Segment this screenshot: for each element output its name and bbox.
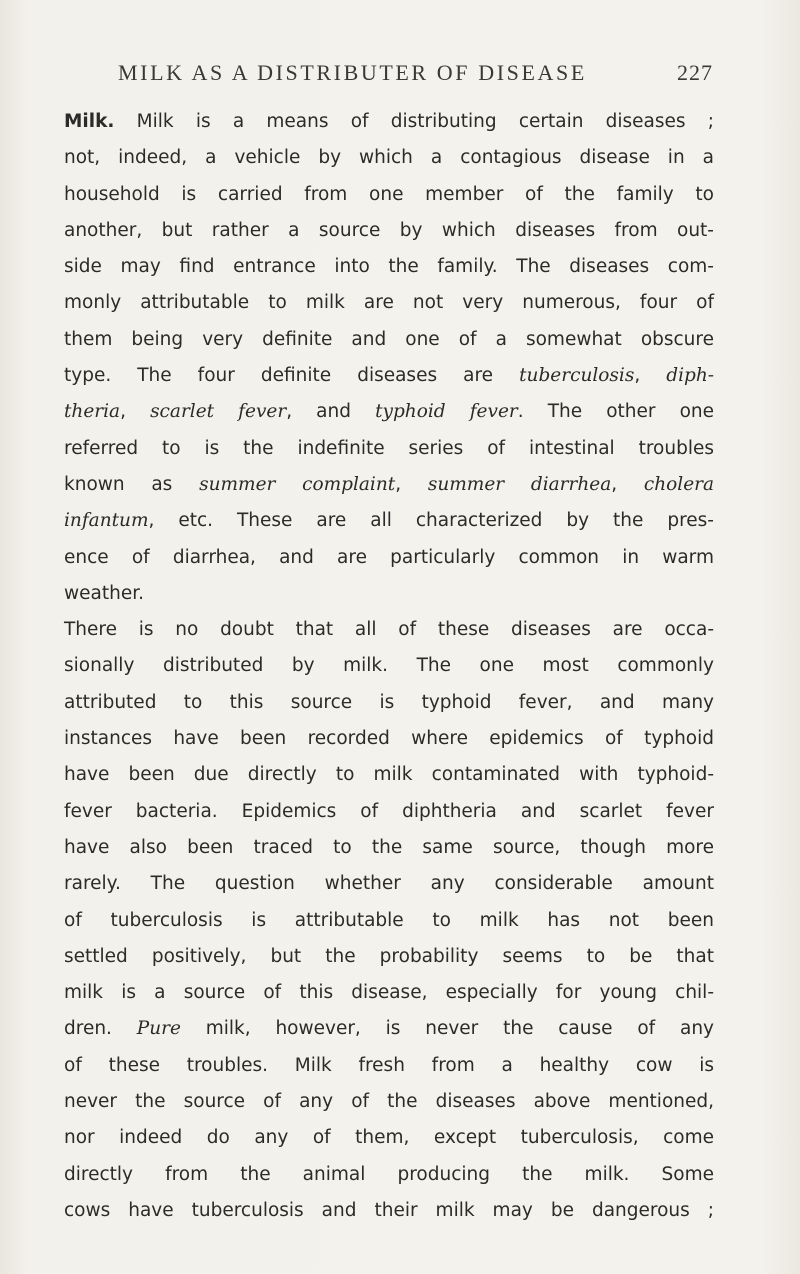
text-line: There is no doubt that all of these diseases are occa- (64, 619, 714, 641)
text-line: not, indeed, a vehicle by which a contagious disease in a (64, 147, 714, 169)
text-span: . The other one (517, 401, 714, 423)
text-line: never the source of any of the diseases above mentioned, (64, 1091, 714, 1113)
text-span: dren. (64, 1018, 137, 1040)
italic-term: scarlet fever (150, 401, 287, 423)
text-line: rarely. The question whether any considerable amount (64, 873, 714, 895)
text-line: cows have tuberculosis and their milk may be dangerous ; (64, 1199, 714, 1221)
text-line: referred to is the indefinite series of intestinal troubles (64, 437, 714, 459)
text-span: , (120, 401, 151, 423)
section-heading: Milk. (64, 111, 115, 132)
text-line (64, 394, 714, 430)
italic-term: Pure (136, 1018, 181, 1040)
text-line: monly attributable to milk are not very numerous, four of (64, 292, 714, 314)
running-title: MILK AS A DISTRIBUTER OF DISEASE (118, 60, 587, 85)
text-line (64, 503, 714, 539)
text-line: another, but rather a source by which diseases from out- (64, 219, 714, 241)
page-number: 227 (677, 60, 713, 85)
text-span: , etc. These are all characterized by the pres- (148, 510, 714, 532)
text-line: fever bacteria. Epidemics of diphtheria and scarlet fever (64, 800, 714, 822)
text-span: known as (64, 473, 200, 495)
text-line: ence of diarrhea, and are particularly common in warm (64, 546, 714, 568)
italic-term: cholera (643, 473, 715, 495)
text-line: nor indeed do any of them, except tuberculosis, come (64, 1127, 714, 1149)
text-line: sionally distributed by milk. The one most commonly (64, 655, 714, 677)
italic-term: summer complaint (199, 473, 396, 495)
text-line: instances have been recorded where epidemics of typhoid (64, 728, 714, 750)
text-span: , (395, 473, 428, 495)
text-span: type. The four definite diseases are (64, 365, 520, 387)
text-span: milk, however, is never the cause of any (180, 1018, 714, 1040)
text-line: side may find entrance into the family. The diseases com- (64, 256, 714, 278)
text-line (64, 358, 714, 394)
running-head (118, 60, 713, 90)
text-span: , and (286, 401, 376, 423)
text-line: settled positively, but the probability seems to be that (64, 945, 714, 967)
text-span: Milk is a means of distributing certain diseases ; (114, 111, 714, 132)
italic-term: theria (64, 401, 121, 423)
text-line: them being very definite and one of a somewhat obscure (64, 328, 714, 350)
text-line (64, 1011, 714, 1047)
italic-term: summer diarrhea (427, 473, 612, 495)
italic-term: infantum (64, 510, 149, 532)
text-line: milk is a source of this disease, especially for young chil- (64, 982, 714, 1004)
body-text (64, 104, 714, 1229)
italic-term: typhoid fever (375, 401, 518, 423)
text-span: , (611, 473, 644, 495)
italic-term: tuberculosis (519, 365, 635, 387)
text-line: directly from the animal producing the milk. Some (64, 1163, 714, 1185)
text-line: weather. (64, 582, 144, 604)
text-line (64, 467, 714, 503)
text-span: , (634, 365, 667, 387)
text-line: have been due directly to milk contaminated with typhoid- (64, 764, 714, 786)
text-line: of tuberculosis is attributable to milk has not been (64, 909, 714, 931)
italic-term: diph- (666, 365, 715, 387)
text-line (64, 104, 714, 140)
text-line: attributed to this source is typhoid fever, and many (64, 691, 714, 713)
text-line: household is carried from one member of the family to (64, 183, 714, 205)
text-line: of these troubles. Milk fresh from a healthy cow is (64, 1054, 714, 1076)
text-line: have also been traced to the same source, though more (64, 836, 714, 858)
